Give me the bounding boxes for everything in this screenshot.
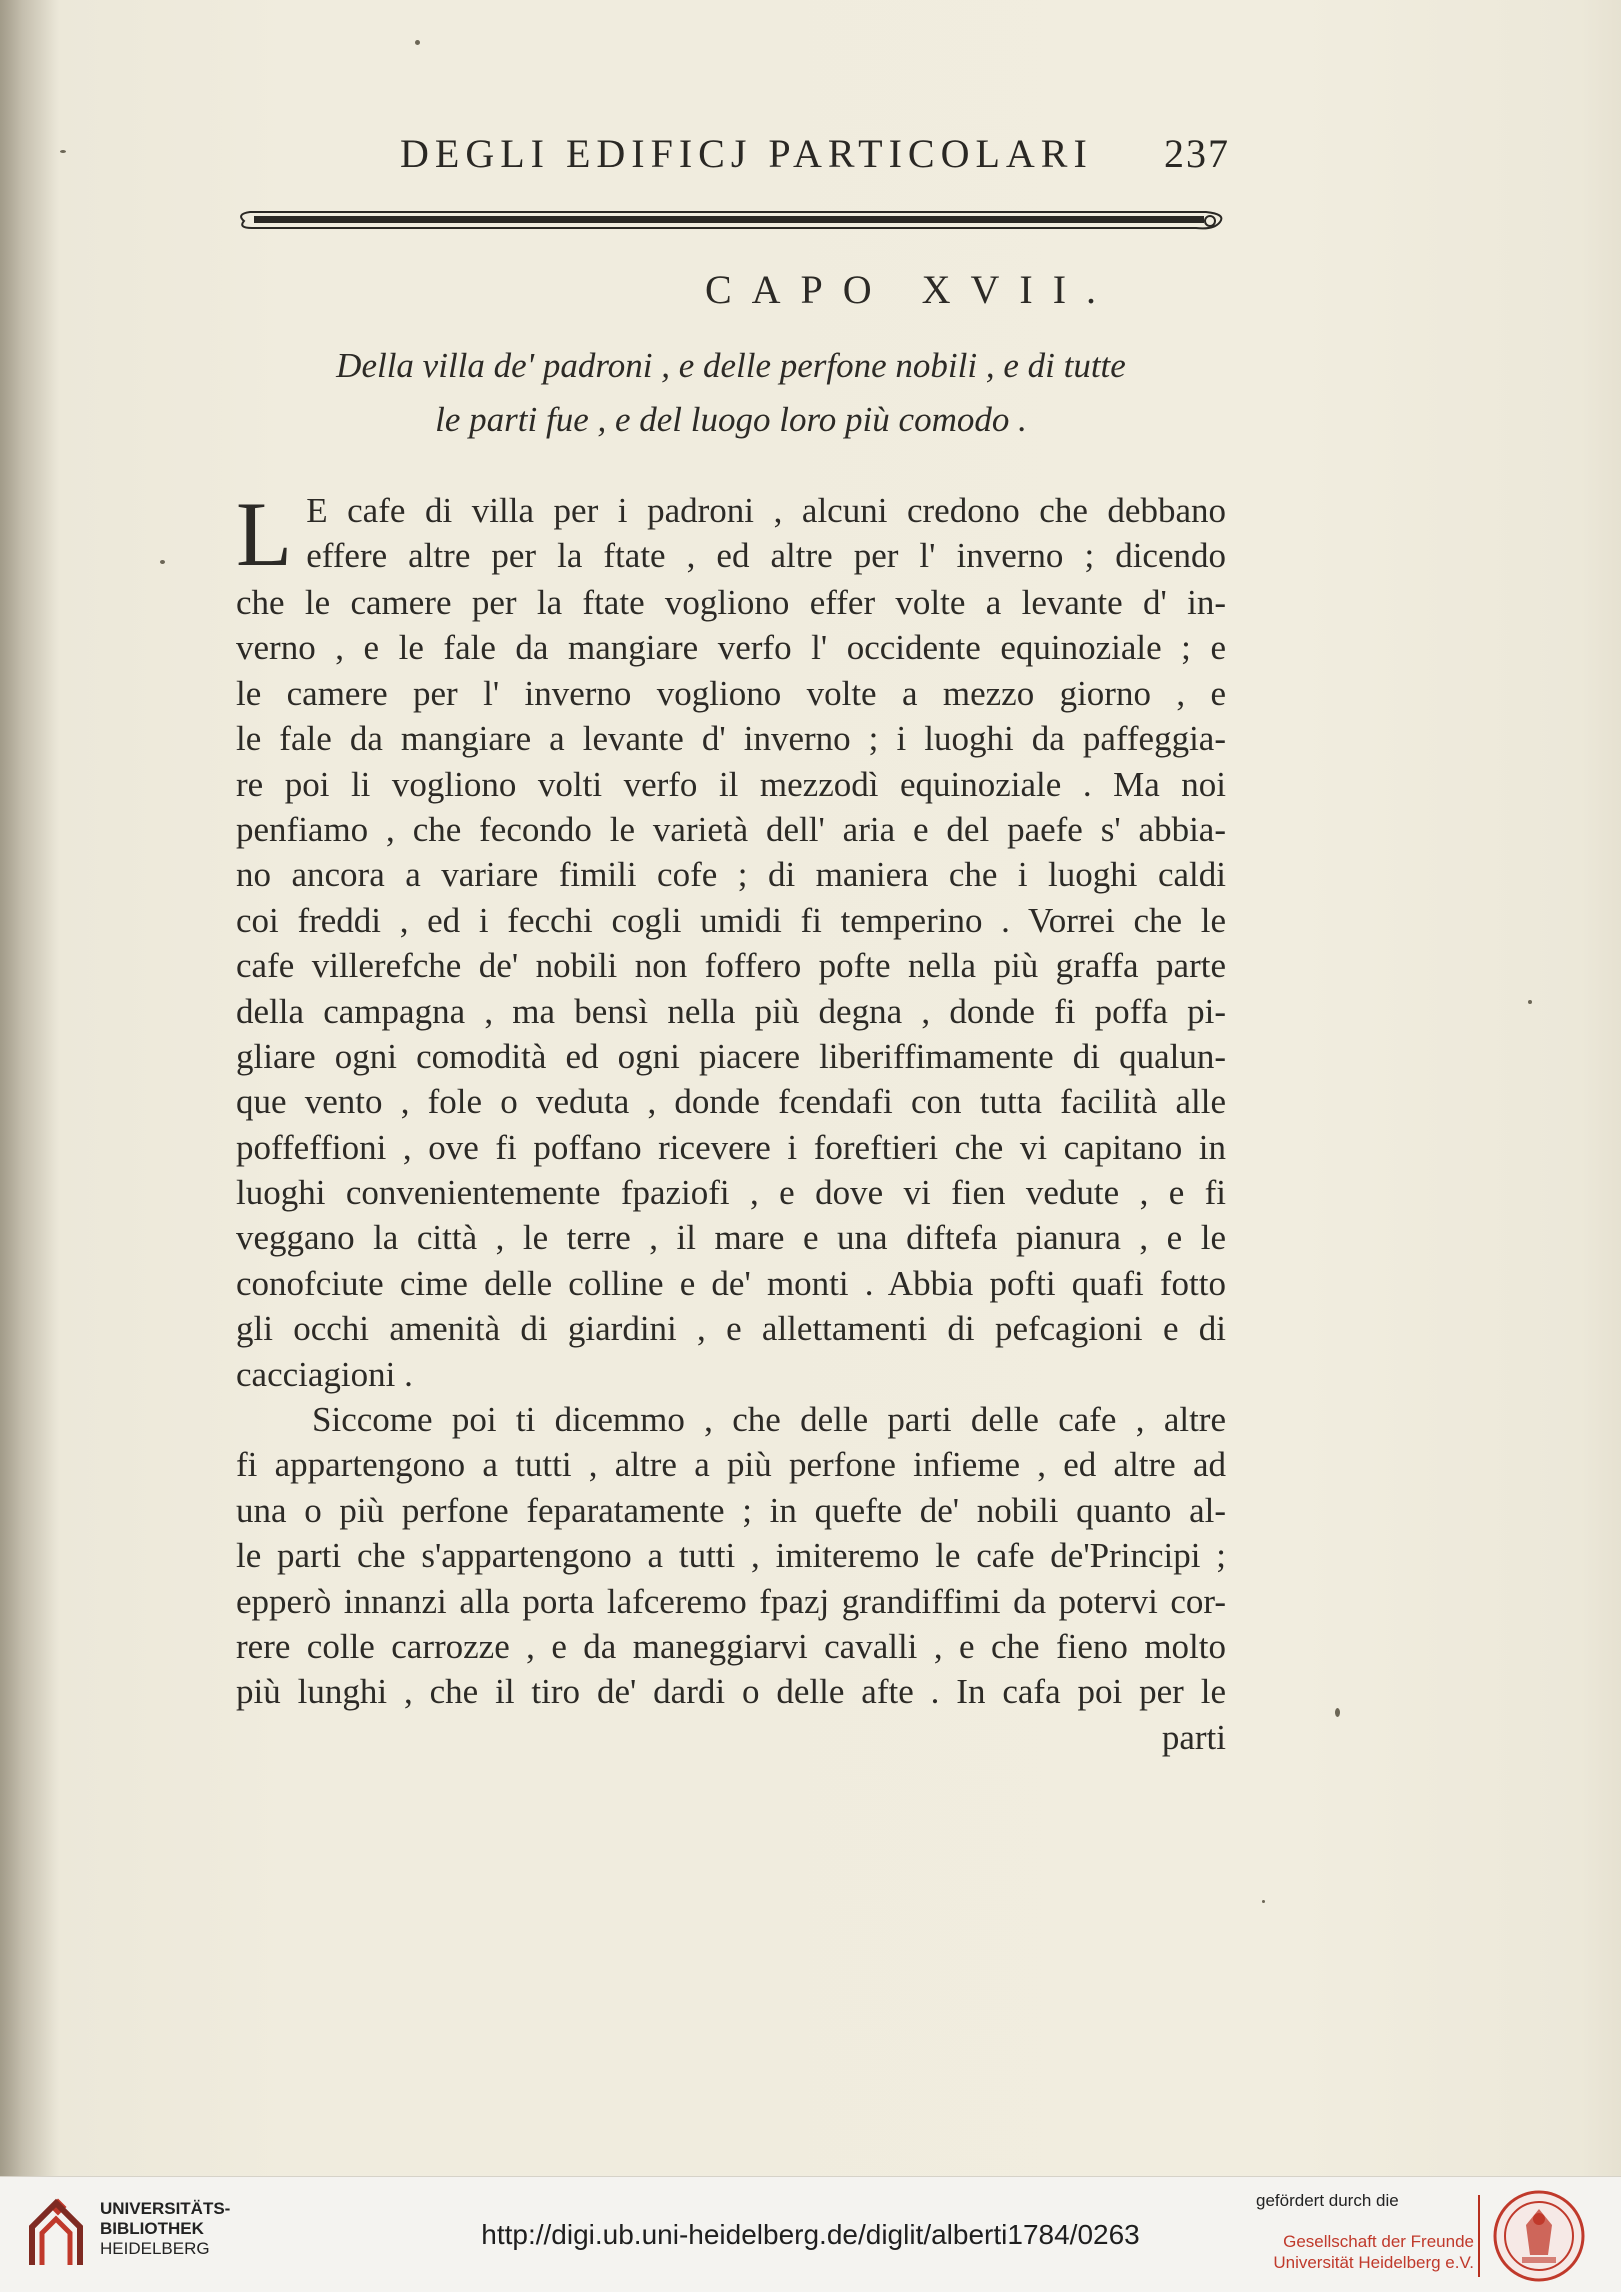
text-line: della campagna , ma bensì nella più degna , donde fi poffa pi- [236,991,1226,1031]
library-name: UNIVERSITÄTS- BIBLIOTHEK HEIDELBERG [100,2199,231,2258]
text-line: E cafe di villa per i padroni , alcuni credono che debbano [306,491,1226,530]
speck [415,40,420,45]
text-line: que vento , fole o veduta , donde fcendafi con tutta facilità alle [236,1082,1226,1122]
text-line: coi freddi , ed i fecchi cogli umidi fi temperino . Vorrei che le [236,900,1226,940]
speck [1528,1000,1532,1004]
permalink-url[interactable]: http://digi.ub.uni-heidelberg.de/diglit/alberti1784/0263 [481,2219,1140,2250]
chapter-heading: CAPO XVII. [704,267,1117,312]
university-seal-icon [1492,2189,1586,2283]
text-line: epperò innanzi alla porta lafceremo fpazj grandiffimi da potervi cor- [236,1581,1226,1621]
text-line: una o più perfone feparatamente ; in quefte de' nobili quanto al- [236,1490,1226,1530]
speck [1262,1900,1265,1903]
text-line: re poi li vogliono volti verfo il mezzodì equinoziale . Ma noi [236,764,1226,804]
ornamental-rule [236,206,1226,236]
text-line: cafe villerefche de' nobili non foffero pofte nella più graffa parte [236,946,1226,986]
text-line: che le camere per la ftate vogliono effer volte a levante d' in- [236,583,1226,622]
running-title: DEGLI EDIFICJ PARTICOLARI [400,131,1093,176]
text-line: gli occhi amenità di giardini , e allettamenti di pefcagioni e di [236,1309,1226,1349]
text-line: luoghi convenientemente fpaziofi , e dove vi fien vedute , e fi [236,1173,1226,1213]
chapter-subtitle-line1: Della villa de' padroni , e delle perfone nobili , e di tutte [336,346,1126,385]
funding-label: gefördert durch die [1256,2191,1399,2210]
text-line: poffeffioni , ove fi poffano ricevere i foreftieri che vi capitano in [236,1127,1226,1167]
text-line: veggano la città , le terre , il mare e una diftefa pianura , e le [236,1218,1226,1258]
catchword: parti [1161,1717,1226,1757]
funder-divider [1478,2195,1480,2277]
text-line: penfiamo , che fecondo le varietà dell' aria e del paefe s' abbia- [236,809,1226,849]
text-line: effere altre per la ftate , ed altre per l' inverno ; dicendo [306,536,1226,576]
text-line: fi appartengono a tutti , altre a più perfone infieme , ed altre ad [236,1445,1226,1485]
footer-bar [0,2176,1621,2292]
text-line: le parti che s'appartengono a tutti , imiteremo le cafe de'Principi ; [236,1536,1226,1576]
text-line: Siccome poi ti dicemmo , che delle parti delle cafe , altre [312,1400,1226,1440]
drop-cap: L [236,483,293,585]
funder-name: Gesellschaft der Freunde Universität Heidelberg e.V. [1273,2232,1474,2272]
speck [160,560,165,564]
body-text [236,483,1226,1760]
speck [60,150,66,153]
speck [1335,1708,1340,1717]
text-line: cacciagioni . [236,1354,413,1394]
text-line: conofciute cime delle colline e de' monti . Abbia pofti quafi fotto [236,1263,1226,1303]
gutter-shadow [0,0,60,2176]
text-line: più lunghi , che il tiro de' dardi o delle afte . In cafa poi per le [236,1672,1226,1712]
text-line: verno , e le fale da mangiare verfo l' occidente equinoziale ; e [236,628,1226,668]
text-line: no ancora a variare fimili cofe ; di maniera che i luoghi caldi [236,855,1226,895]
chapter-subtitle-line2: le parti fue , e del luogo loro più comodo . [435,400,1027,439]
text-line: le fale da mangiare a levante d' inverno ; i luoghi da paffeggia- [236,719,1226,759]
text-line: le camere per l' inverno vogliono volte a mezzo giorno , e [236,673,1226,713]
running-head [390,130,1230,180]
text-line: gliare ogni comodità ed ogni piacere liberiffimamente di qualun- [236,1036,1226,1076]
text-line: rere colle carrozze , e da maneggiarvi cavalli , e che fieno molto [236,1626,1226,1666]
page-number: 237 [1164,131,1230,176]
